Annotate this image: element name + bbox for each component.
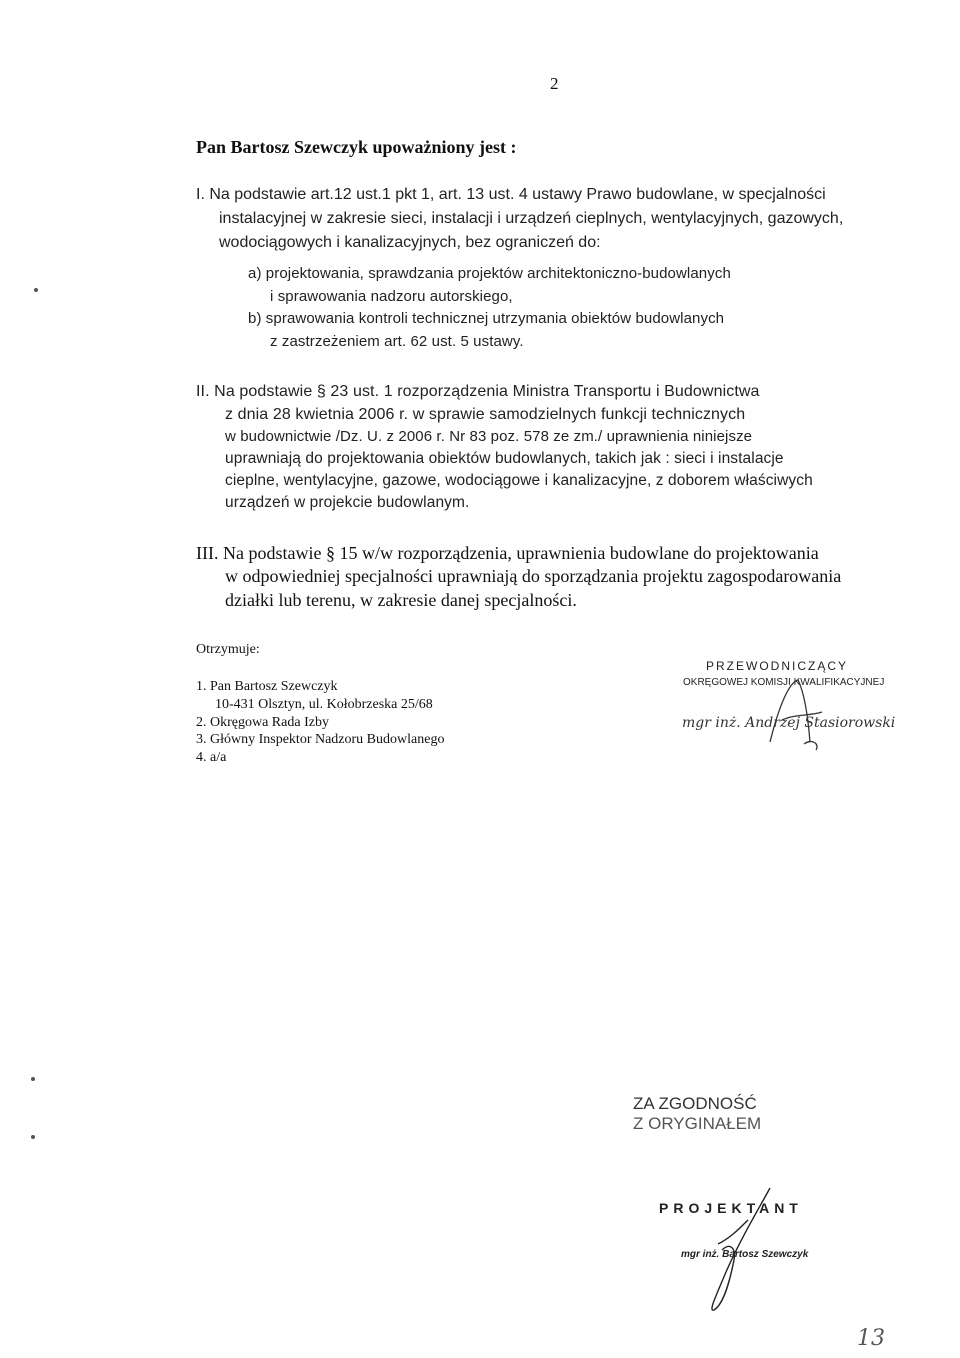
chair-stamp-title: PRZEWODNICZĄCY [706, 659, 848, 673]
section-1-line: instalacyjnej w zakresie sieci, instalacji i urządzeń cieplnych, wentylacyjnych, gazowych, [219, 210, 844, 227]
recipients-title: Otrzymuje: [196, 642, 260, 657]
designer-stamp-title: PROJEKTANT [659, 1200, 803, 1216]
handwritten-page-mark: 13 [857, 1326, 885, 1351]
section-1-item: i sprawowania nadzoru autorskiego, [270, 288, 513, 305]
scan-speck [31, 1077, 35, 1081]
chair-stamp-signatory: mgr inż. Andrzej Stasiorowski [682, 715, 896, 731]
recipient-item: 10-431 Olsztyn, ul. Kołobrzeska 25/68 [215, 697, 433, 712]
scan-speck [31, 1135, 35, 1139]
section-3-line: III. Na podstawie § 15 w/w rozporządzenia, uprawnienia budowlane do projektowania [196, 543, 819, 563]
section-1-line: wodociągowych i kanalizacyjnych, bez ograniczeń do: [219, 234, 601, 251]
section-2-line: cieplne, wentylacyjne, gazowe, wodociągowe i kanalizacyjne, z doborem właściwych [225, 472, 813, 489]
section-3-line: w odpowiedniej specjalności uprawniają do sporządzania projektu zagospodarowania [225, 566, 842, 586]
section-2-line: II. Na podstawie § 23 ust. 1 rozporządzenia Ministra Transportu i Budownictwa [196, 383, 760, 400]
recipient-item: 2. Okręgowa Rada Izby [196, 715, 329, 730]
recipient-item: 4. a/a [196, 750, 227, 765]
section-1-item: b) sprawowania kontroli technicznej utrzymania obiektów budowlanych [248, 310, 725, 327]
scan-speck [34, 288, 38, 292]
section-2-line: z dnia 28 kwietnia 2006 r. w sprawie samodzielnych funkcji technicznych [225, 406, 746, 423]
chair-signature [760, 672, 830, 752]
recipient-item: 3. Główny Inspektor Nadzoru Budowlanego [196, 732, 445, 747]
designer-stamp-signatory: mgr inż. Bartosz Szewczyk [681, 1249, 809, 1260]
section-1-line: I. Na podstawie art.12 ust.1 pkt 1, art. 13 ust. 4 ustawy Prawo budowlane, w specjalności [196, 186, 826, 203]
section-1-item: z zastrzeżeniem art. 62 ust. 5 ustawy. [270, 333, 524, 350]
conformity-stamp-line: Z ORYGINAŁEM [633, 1114, 762, 1133]
document-heading: Pan Bartosz Szewczyk upoważniony jest : [196, 137, 517, 157]
recipient-item: 1. Pan Bartosz Szewczyk [196, 679, 338, 694]
section-2-line: w budownictwie /Dz. U. z 2006 r. Nr 83 poz. 578 ze zm./ uprawnienia niniejsze [225, 428, 753, 445]
section-2-line: uprawniają do projektowania obiektów budowlanych, takich jak : sieci i instalacje [225, 450, 784, 467]
chair-stamp-committee: OKRĘGOWEJ KOMISJI KWALIFIKACYJNEJ [683, 677, 885, 688]
section-1-item: a) projektowania, sprawdzania projektów architektoniczno-budowlanych [248, 265, 731, 282]
section-3-line: działki lub terenu, w zakresie danej specjalności. [225, 590, 577, 610]
designer-signature [678, 1180, 788, 1320]
section-2-line: urządzeń w projekcie budowlanym. [225, 494, 470, 511]
page-number: 2 [550, 74, 559, 93]
conformity-stamp-line: ZA ZGODNOŚĆ [633, 1094, 757, 1113]
